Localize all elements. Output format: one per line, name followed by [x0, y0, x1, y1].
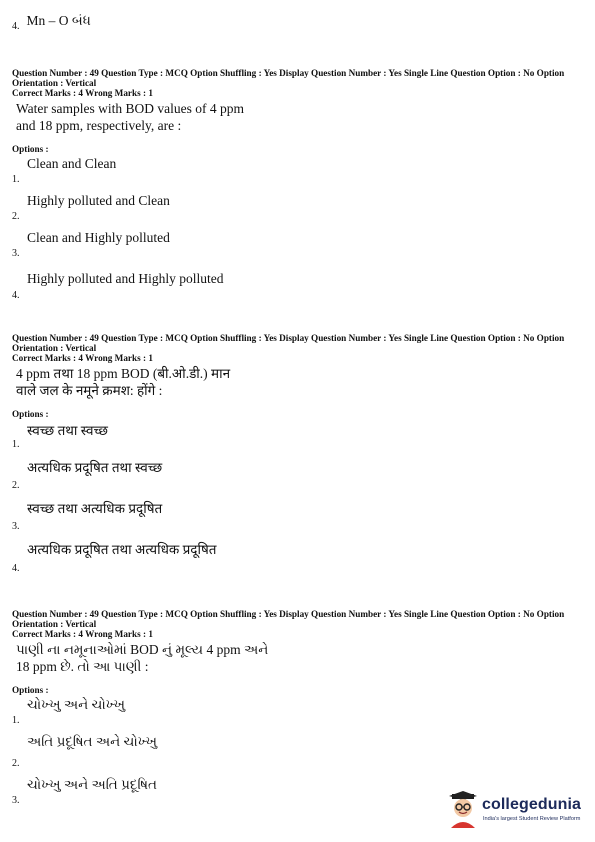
marks-meta: Correct Marks : 4 Wrong Marks : 1: [12, 629, 153, 639]
logo-name: collegedunia: [482, 796, 581, 813]
options-label: Options :: [12, 685, 49, 695]
option-text: Mn – O બંધ: [26, 13, 91, 28]
option-text: स्वच्छ तथा स्वच्छ: [27, 423, 108, 438]
previous-option-4: [12, 12, 91, 30]
marks-meta: Correct Marks : 4 Wrong Marks : 1: [12, 353, 153, 363]
option-2: [12, 456, 587, 497]
option-1: [12, 154, 587, 191]
options-label: Options :: [12, 144, 49, 154]
marks-meta: Correct Marks : 4 Wrong Marks : 1: [12, 88, 153, 98]
option-text: Clean and Clean: [27, 156, 117, 171]
option-1: [12, 695, 587, 732]
option-3: [12, 228, 587, 265]
option-text: Highly polluted and Highly polluted: [27, 271, 224, 286]
option-number: 4.: [12, 563, 20, 574]
question-text: [16, 641, 587, 675]
option-number: 1.: [12, 715, 20, 726]
option-2: [12, 191, 587, 228]
option-number: 1.: [12, 439, 20, 450]
collegedunia-logo: [446, 790, 594, 828]
option-4: [12, 265, 587, 307]
options-label: Options :: [12, 409, 49, 419]
option-text: ચોખ્ખુ અને અતિ પ્રદૂષિત: [27, 777, 157, 792]
option-number: 1.: [12, 174, 20, 185]
option-1: [12, 419, 587, 456]
option-number: 2.: [12, 480, 20, 491]
option-text: स्वच्छ तथा अत्यधिक प्रदूषित: [27, 501, 163, 516]
question-meta: Question Number : 49 Question Type : MCQ Option Shuffling : Yes Display Question Number : Yes Single Line Question Option : No Option Orientation : Vertical: [12, 68, 565, 88]
option-number: 4.: [12, 290, 20, 301]
question-line: 4 ppm तथा 18 ppm BOD (बी.ओ.डी.) मान: [16, 366, 231, 381]
question-line: Water samples with BOD values of 4 ppm: [16, 101, 244, 116]
option-number: 4.: [12, 21, 20, 32]
question-block-gujarati: [12, 609, 587, 812]
option-2: [12, 732, 587, 775]
question-line: 18 ppm છે. તો આ પાણી :: [16, 659, 149, 674]
option-number: 2.: [12, 758, 20, 769]
option-4: [12, 538, 587, 580]
question-meta: Question Number : 49 Question Type : MCQ Option Shuffling : Yes Display Question Number : Yes Single Line Question Option : No Option Orientation : Vertical: [12, 333, 565, 353]
option-text: Highly polluted and Clean: [27, 193, 170, 208]
question-block-hindi: [12, 333, 587, 580]
question-text: [16, 100, 587, 134]
option-number: 3.: [12, 248, 20, 259]
option-number: 3.: [12, 795, 20, 806]
option-text: अत्यधिक प्रदूषित तथा स्वच्छ: [27, 460, 163, 475]
option-text: Clean and Highly polluted: [27, 230, 170, 245]
option-text: अत्यधिक प्रदूषित तथा अत्यधिक प्रदूषित: [27, 542, 217, 557]
option-number: 3.: [12, 521, 20, 532]
question-meta: Question Number : 49 Question Type : MCQ Option Shuffling : Yes Display Question Number : Yes Single Line Question Option : No Option Orientation : Vertical: [12, 609, 565, 629]
question-line: પાણી ના નમૂનાઓમાં BOD નું મૂલ્ય 4 ppm અને: [16, 642, 269, 657]
question-block-english: [12, 68, 587, 307]
option-text: અતિ પ્રદૂષિત અને ચોખ્ખુ: [27, 734, 157, 749]
option-number: 2.: [12, 211, 20, 222]
option-text: ચોખ્ખુ અને ચોખ્ખુ: [27, 697, 125, 712]
question-line: वाले जल के नमूने क्रमश: होंगे :: [16, 383, 163, 398]
question-text: [16, 365, 587, 399]
option-3: [12, 497, 587, 538]
mascot-icon: [446, 790, 480, 828]
logo-tagline: India's largest Student Review Platform: [483, 816, 581, 822]
question-line: and 18 ppm, respectively, are :: [16, 118, 182, 133]
